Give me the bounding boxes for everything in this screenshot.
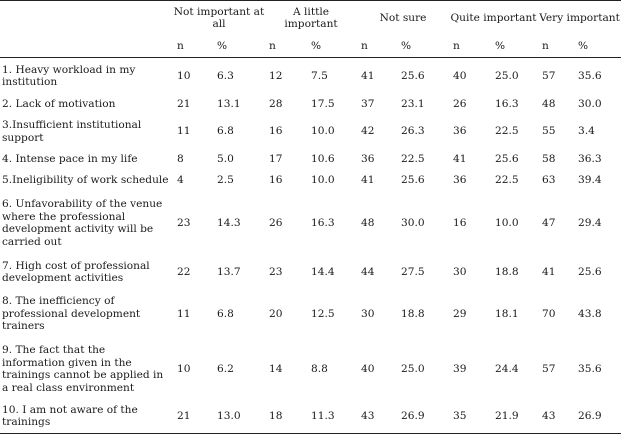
count-cell: 40 [453, 70, 467, 82]
count-cell: 16 [269, 174, 283, 187]
count-cell: 41 [361, 70, 375, 82]
percent-cell: 2.5 [217, 174, 234, 187]
row-item-label: 9. The fact that the information given in the trainings cannot be applied in a real class environment [2, 344, 164, 394]
subheader-cell: n [357, 35, 397, 58]
percent-cell: 35.6 [578, 362, 602, 375]
percent-cell: 16.3 [311, 216, 335, 229]
count-cell: 40 [361, 362, 375, 375]
count-cell: 39 [453, 362, 467, 375]
header-row [0, 1, 621, 36]
percent-cell: 13.7 [217, 265, 241, 278]
row-item-label: 3.Insufficient institutional support [2, 119, 142, 144]
table-row [0, 192, 621, 255]
percent-cell: 30.0 [578, 97, 602, 110]
count-cell: 63 [542, 174, 556, 187]
count-cell: 47 [542, 216, 556, 229]
percent-cell: 10.0 [311, 174, 335, 187]
percent-cell: 25.6 [401, 70, 425, 82]
subheader-blank [0, 35, 173, 58]
header-very-important: Very important [538, 1, 621, 36]
row-item-label: 2. Lack of motivation [2, 97, 116, 110]
count-cell: 30 [361, 307, 375, 320]
table-row [0, 255, 621, 290]
table-row [0, 150, 621, 170]
count-cell: 44 [361, 265, 375, 278]
percent-cell: 6.2 [217, 362, 234, 375]
percent-cell: 26.9 [397, 400, 449, 434]
percent-cell: 6.8 [217, 307, 234, 320]
percent-cell: 18.1 [495, 307, 519, 320]
header-not-important: Not important at all [173, 1, 265, 36]
subheader-cell: n [265, 35, 307, 58]
percent-cell: 18.8 [401, 307, 425, 320]
percent-cell: 43.8 [578, 307, 602, 320]
count-cell: 41 [453, 153, 467, 166]
count-cell: 11 [177, 307, 191, 320]
count-cell: 35 [449, 400, 491, 434]
count-cell: 70 [542, 307, 556, 320]
count-cell: 42 [361, 125, 375, 138]
percent-cell: 6.8 [217, 125, 234, 138]
row-item-label: 6. Unfavorability of the venue where the professional development activity will be carried out [2, 198, 163, 248]
table-row [0, 400, 621, 434]
percent-cell: 25.6 [401, 174, 425, 187]
percent-cell: 24.4 [495, 362, 519, 375]
table-row [0, 339, 621, 400]
count-cell: 22 [177, 265, 191, 278]
count-cell: 57 [542, 70, 556, 82]
percent-cell: 21.9 [491, 400, 538, 434]
row-item-label: 8. The inefficiency of professional development trainers [2, 295, 141, 333]
percent-cell: 25.0 [495, 70, 519, 82]
row-item-label: 1. Heavy workload in my institution [2, 63, 136, 89]
percent-cell: 29.4 [578, 216, 602, 229]
percent-cell: 12.5 [311, 307, 335, 320]
percent-cell: 18.8 [495, 265, 519, 278]
percent-cell: 13.1 [217, 97, 241, 110]
subheader-cell: n [449, 35, 491, 58]
percent-cell: 39.4 [578, 174, 602, 187]
count-cell: 23 [269, 265, 283, 278]
percent-cell: 16.3 [495, 97, 519, 110]
subheader-cell: % [491, 35, 538, 58]
count-cell: 28 [269, 97, 283, 110]
count-cell: 48 [542, 97, 556, 110]
percent-cell: 26.3 [401, 125, 425, 138]
percent-cell: 10.0 [495, 216, 519, 229]
table-row [0, 95, 621, 114]
row-item-label: 5.Ineligibility of work schedule [2, 174, 169, 187]
percent-cell: 6.3 [217, 70, 234, 82]
percent-cell: 14.4 [311, 265, 335, 278]
count-cell: 36 [453, 174, 467, 187]
count-cell: 16 [453, 216, 467, 229]
count-cell: 37 [361, 97, 375, 110]
count-cell: 23 [177, 216, 191, 229]
percent-cell: 10.0 [311, 125, 335, 138]
percent-cell: 13.0 [213, 400, 265, 434]
count-cell: 55 [542, 125, 556, 138]
percent-cell: 25.6 [578, 265, 602, 278]
table-row [0, 58, 621, 95]
count-cell: 21 [173, 400, 213, 434]
table-row [0, 170, 621, 192]
count-cell: 17 [269, 153, 283, 166]
percent-cell: 27.5 [401, 265, 425, 278]
header-not-sure: Not sure [357, 1, 449, 36]
count-cell: 43 [538, 400, 574, 434]
percent-cell: 11.3 [307, 400, 357, 434]
percent-cell: 22.5 [495, 125, 519, 138]
count-cell: 36 [361, 153, 375, 166]
percent-cell: 25.6 [495, 153, 519, 166]
percent-cell: 8.8 [311, 362, 328, 375]
count-cell: 30 [453, 265, 467, 278]
percent-cell: 14.3 [217, 216, 241, 229]
count-cell: 10 [177, 70, 191, 82]
row-item-label: 4. Intense pace in my life [2, 153, 138, 166]
subheader-cell: % [307, 35, 357, 58]
subheader-row [0, 35, 621, 58]
count-cell: 20 [269, 307, 283, 320]
count-cell: 26 [269, 216, 283, 229]
count-cell: 36 [453, 125, 467, 138]
count-cell: 10 [177, 362, 191, 375]
percent-cell: 36.3 [578, 153, 602, 166]
count-cell: 8 [177, 153, 184, 166]
subheader-cell: n [173, 35, 213, 58]
count-cell: 43 [357, 400, 397, 434]
percent-cell: 7.5 [311, 70, 328, 82]
subheader-cell: % [213, 35, 265, 58]
percent-cell: 3.4 [578, 125, 595, 138]
table-row [0, 290, 621, 339]
count-cell: 4 [177, 174, 184, 187]
count-cell: 58 [542, 153, 556, 166]
count-cell: 41 [542, 265, 556, 278]
row-item-label: 7. High cost of professional development activities [2, 259, 150, 284]
percent-cell: 22.5 [495, 174, 519, 187]
count-cell: 21 [177, 97, 191, 110]
percent-cell: 30.0 [401, 216, 425, 229]
header-quite-important: Quite important [449, 1, 538, 36]
percent-cell: 35.6 [578, 70, 602, 82]
count-cell: 14 [269, 362, 283, 375]
count-cell: 41 [361, 174, 375, 187]
count-cell: 12 [269, 70, 283, 82]
count-cell: 57 [542, 362, 556, 375]
percent-cell: 10.6 [311, 153, 335, 166]
header-a-little-important: A little important [265, 1, 357, 36]
percent-cell: 25.0 [401, 362, 425, 375]
count-cell: 29 [453, 307, 467, 320]
count-cell: 18 [265, 400, 307, 434]
row-item-label: 10. I am not aware of the trainings [0, 400, 173, 434]
subheader-cell: n [538, 35, 574, 58]
table-body [0, 58, 621, 434]
header-item-blank [0, 1, 173, 36]
subheader-cell: % [574, 35, 621, 58]
percent-cell: 22.5 [401, 153, 425, 166]
percent-cell: 26.9 [574, 400, 621, 434]
count-cell: 16 [269, 125, 283, 138]
count-cell: 11 [177, 125, 191, 138]
table-row [0, 114, 621, 150]
percent-cell: 23.1 [401, 97, 425, 110]
count-cell: 26 [453, 97, 467, 110]
count-cell: 48 [361, 216, 375, 229]
percent-cell: 17.5 [311, 97, 335, 110]
percent-cell: 5.0 [217, 153, 234, 166]
subheader-cell: % [397, 35, 449, 58]
